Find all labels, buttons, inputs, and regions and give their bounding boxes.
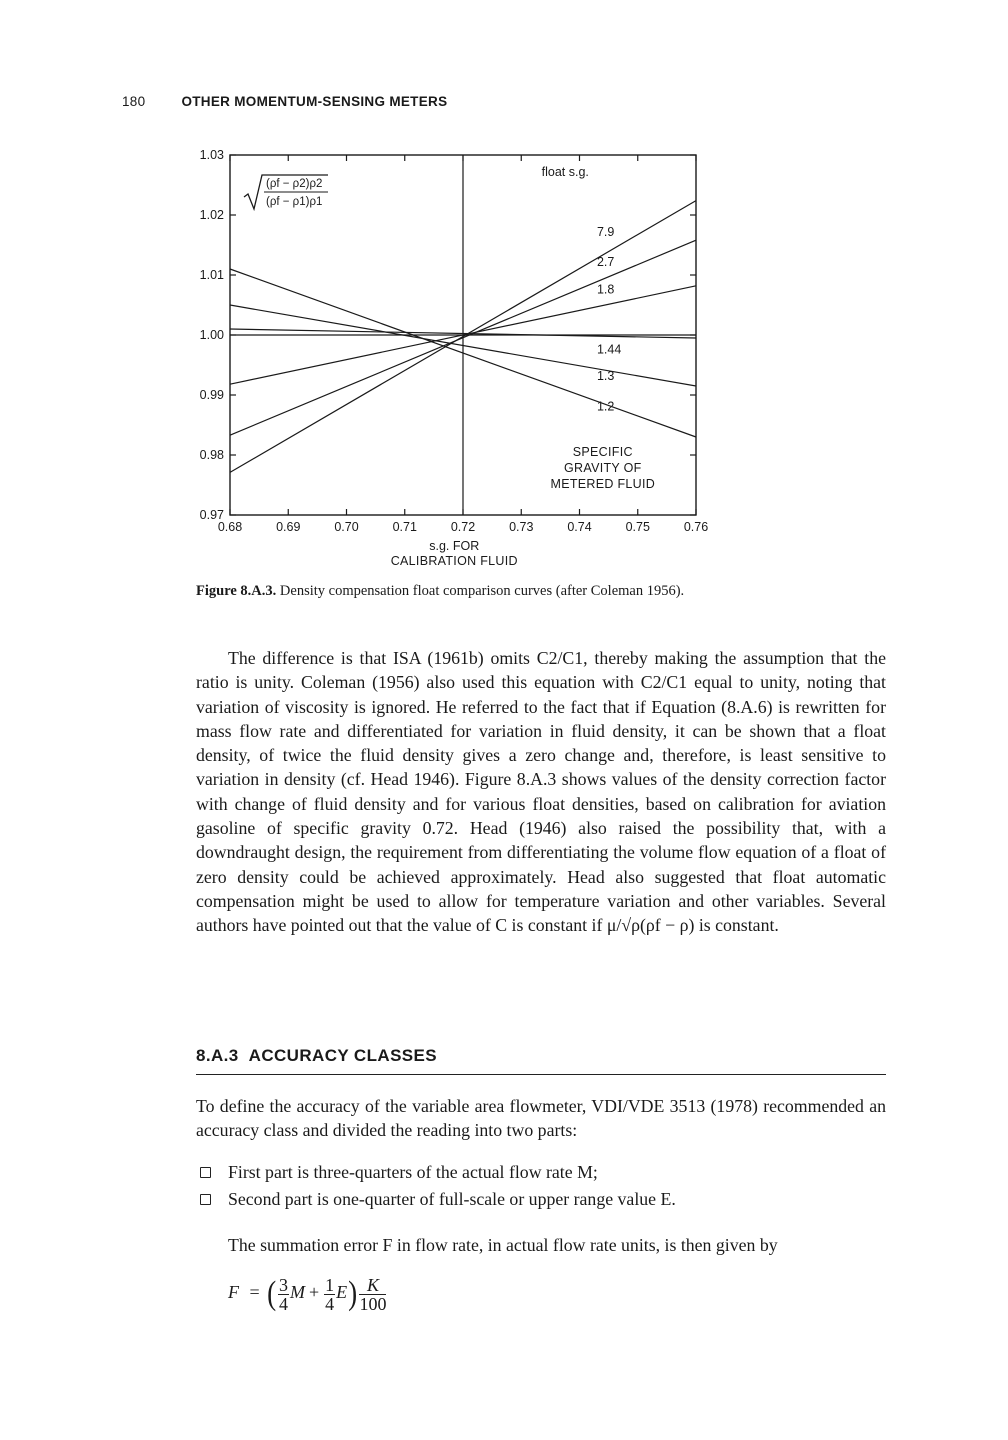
checkbox-bullet-icon [200,1194,211,1205]
running-head [122,94,447,109]
series-label: 1.8 [596,282,615,297]
page-number: 180 [122,94,146,109]
x-axis-label-line2: CALIBRATION FLUID [390,554,518,568]
y-tick-label: 0.98 [199,448,224,462]
x-tick-label: 0.70 [334,520,359,534]
y-tick-label: 1.02 [199,208,224,222]
fraction-three-quarters [278,1276,289,1313]
formula-numerator: (ρf − ρ2)ρ2 [266,178,323,190]
paragraph-1: The difference is that ISA (1961b) omits C2/C1, thereby making the assumption that the ratio is unity. Coleman (1956) also used this equation with C2/C1 equal to unity, noting that variation of viscosity is ignored. He referred to the fact that if Equation (8.A.6) is rewritten for mass flow rate and differentiated for variation in fluid density, it can be shown that a float density, of twice the fluid density gives a zero change and, therefore, is least sensitive to variation in density (cf. Head 1946). Figure 8.A.3 shows values of the density correction factor with change of fluid density and for various float densities, based on calibration for aviation gasoline of specific gravity 0.72. Head (1946) also raised the possibility that, with a downdraught design, the requirement from differentiating the volume flow equation of a float of zero density could be achieved approximately. Head also suggested that float automatic compensation might be used to allow for temperature variation and other variables. Several authors have pointed out that the value of C is constant if μ/√ρ(ρf − ρ) is constant. [196,648,886,936]
paragraph-2: To define the accuracy of the variable area flowmeter, VDI/VDE 3513 (1978) recommended an accuracy class and divided the reading into two parts: [196,1096,886,1141]
x-tick-label: 0.71 [392,520,417,534]
y-tick-label: 0.99 [199,388,224,402]
y-tick-label: 1.03 [199,148,224,162]
frac-num: 3 [278,1274,288,1295]
eq-lhs: F [228,1282,239,1303]
list-item-text: Second part is one-quarter of full-scale or upper range value E. [228,1189,676,1209]
right-paren-icon: ) [348,1275,358,1312]
figure-caption-text: Density compensation float comparison curves (after Coleman 1956). [279,583,685,599]
x-tick-label: 0.68 [217,520,243,534]
fraction-k-over-100 [359,1276,386,1313]
eq-plus: + [308,1282,320,1303]
list-item-text: First part is three-quarters of the actual flow rate M; [228,1162,598,1182]
summation-error-equation [228,1275,387,1313]
frac-den: 4 [325,1293,335,1314]
series-label: 1.2 [596,399,615,414]
x-tick-label: 0.76 [683,520,709,534]
series-label: 2.7 [596,255,615,269]
density-compensation-chart [185,145,745,575]
fluid-label-line: GRAVITY OF [564,461,642,476]
paragraph-3: The summation error F in flow rate, in actual flow rate units, is then given by [228,1235,778,1255]
figure-label: Figure 8.A.3. [196,583,277,599]
legend-title: float s.g. [541,165,589,179]
formula-denominator: (ρf − ρ1)ρ1 [266,196,323,208]
figure-caption [196,582,796,600]
eq-var-m: M [289,1282,305,1303]
fluid-label-line: METERED FLUID [550,477,656,492]
x-tick-label: 0.72 [450,520,476,534]
y-tick-label: 1.01 [199,268,224,282]
checkbox-bullet-icon [200,1167,211,1178]
x-tick-label: 0.75 [625,520,650,534]
list-item [196,1159,886,1186]
fraction-one-quarter [324,1276,335,1313]
left-paren-icon: ( [266,1275,276,1312]
section-title: ACCURACY CLASSES [248,1046,438,1065]
y-tick-label: 0.97 [199,508,224,522]
x-tick-label: 0.69 [276,520,301,534]
series-label: 1.3 [596,369,615,383]
x-tick-label: 0.73 [509,520,534,534]
bullet-list [196,1159,886,1213]
series-label: 7.9 [596,225,615,239]
fluid-label-line: SPECIFIC [572,445,633,460]
running-title: OTHER MOMENTUM-SENSING METERS [181,94,448,109]
eq-var-e: E [336,1282,348,1303]
y-tick-label: 1.00 [199,328,224,342]
list-item [196,1186,886,1213]
x-axis-label-line1: s.g. FOR [429,539,480,553]
frac-num: 1 [325,1274,335,1295]
section-number: 8.A.3 [196,1046,239,1065]
frac-den: 4 [278,1293,288,1314]
x-tick-label: 0.74 [567,520,592,534]
frac-den: 100 [359,1293,387,1314]
section-heading [196,1046,886,1075]
frac-num: K [359,1276,386,1295]
series-label: 1.44 [596,342,622,357]
eq-equals: = [249,1282,260,1303]
